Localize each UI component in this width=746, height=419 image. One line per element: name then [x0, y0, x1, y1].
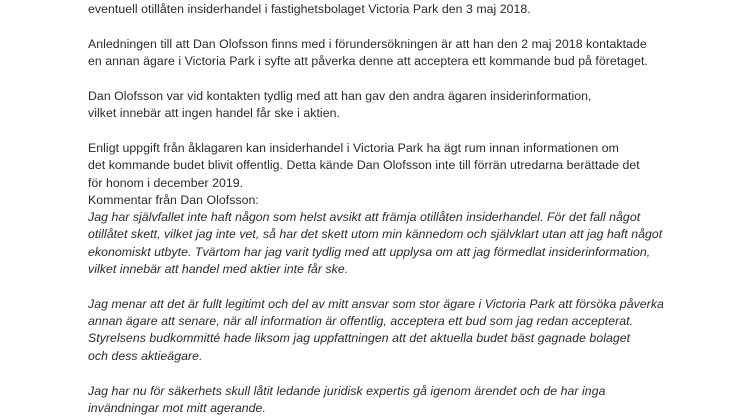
quote-line: ekonomiskt utbyte. Tvärtom har jag varit tydlig med att upplysa om att jag förmedlat insiderinformation, [88, 244, 651, 259]
text-line: för honom i december 2019. [88, 175, 244, 190]
text-line: Dan Olofsson var vid kontakten tydlig med att han gav den andra ägaren insiderinformation, [88, 88, 592, 103]
quote-line: Jag menar att det är fullt legitimt och del av mitt ansvar som stor ägare i Victoria Park att försöka påverka [88, 296, 664, 311]
quote-line: och dess aktieägare. [88, 348, 203, 363]
quote-paragraph [88, 383, 728, 418]
text-line: Anledningen till att Dan Olofsson finns med i förundersökningen är att han den 2 maj 2018 kontaktade [88, 36, 647, 51]
paragraph-reason [88, 36, 728, 71]
comment-heading: Kommentar från Dan Olofsson: [88, 192, 259, 207]
quote-line: otillåtet skett, vilket jag inte vet, så har det skett utom min kännedom och självklart utan att jag haft något [88, 227, 663, 242]
text-line: en annan ägare i Victoria Park i syfte att påverka denne att acceptera ett kommande bud på företaget. [88, 54, 648, 69]
text-line: det kommande budet blivit offentlig. Detta kände Dan Olofsson inte till förrän utredarna berättade det [88, 158, 640, 173]
quote-line: invändningar mot mitt agerande. [88, 400, 266, 415]
paragraph-prosecutor [88, 140, 728, 192]
document-body [88, 1, 728, 417]
quote-paragraph [88, 209, 728, 278]
quote-line: vilket innebär att handel med aktier inte får ske. [88, 262, 349, 277]
comment-section [88, 192, 728, 417]
quote-line: Jag har självfallet inte haft någon som helst avsikt att främja otillåten insiderhandel. För det fall något [88, 210, 641, 225]
text-line: vilket innebär att ingen handel får ske i aktien. [88, 106, 340, 121]
paragraph-insider-info [88, 88, 728, 123]
quote-line: Jag har nu för säkerhets skull låtit ledande juridisk expertis gå igenom ärendet och de har inga [88, 383, 606, 398]
quote-paragraph [88, 296, 728, 365]
quote-line: Styrelsens budkommitté hade liksom jag uppfattningen att det aktuella budet bäst gagnade bolaget [88, 331, 631, 346]
paragraph-intro [88, 1, 728, 18]
text-line: eventuell otillåten insiderhandel i fastighetsbolaget Victoria Park den 3 maj 2018. [88, 2, 531, 16]
text-line: Enligt uppgift från åklagaren kan insiderhandel i Victoria Park ha ägt rum innan informationen om [88, 140, 619, 155]
quote-line: annan ägare att senare, när all information är offentlig, acceptera ett bud som jag redan accepterat. [88, 314, 634, 329]
